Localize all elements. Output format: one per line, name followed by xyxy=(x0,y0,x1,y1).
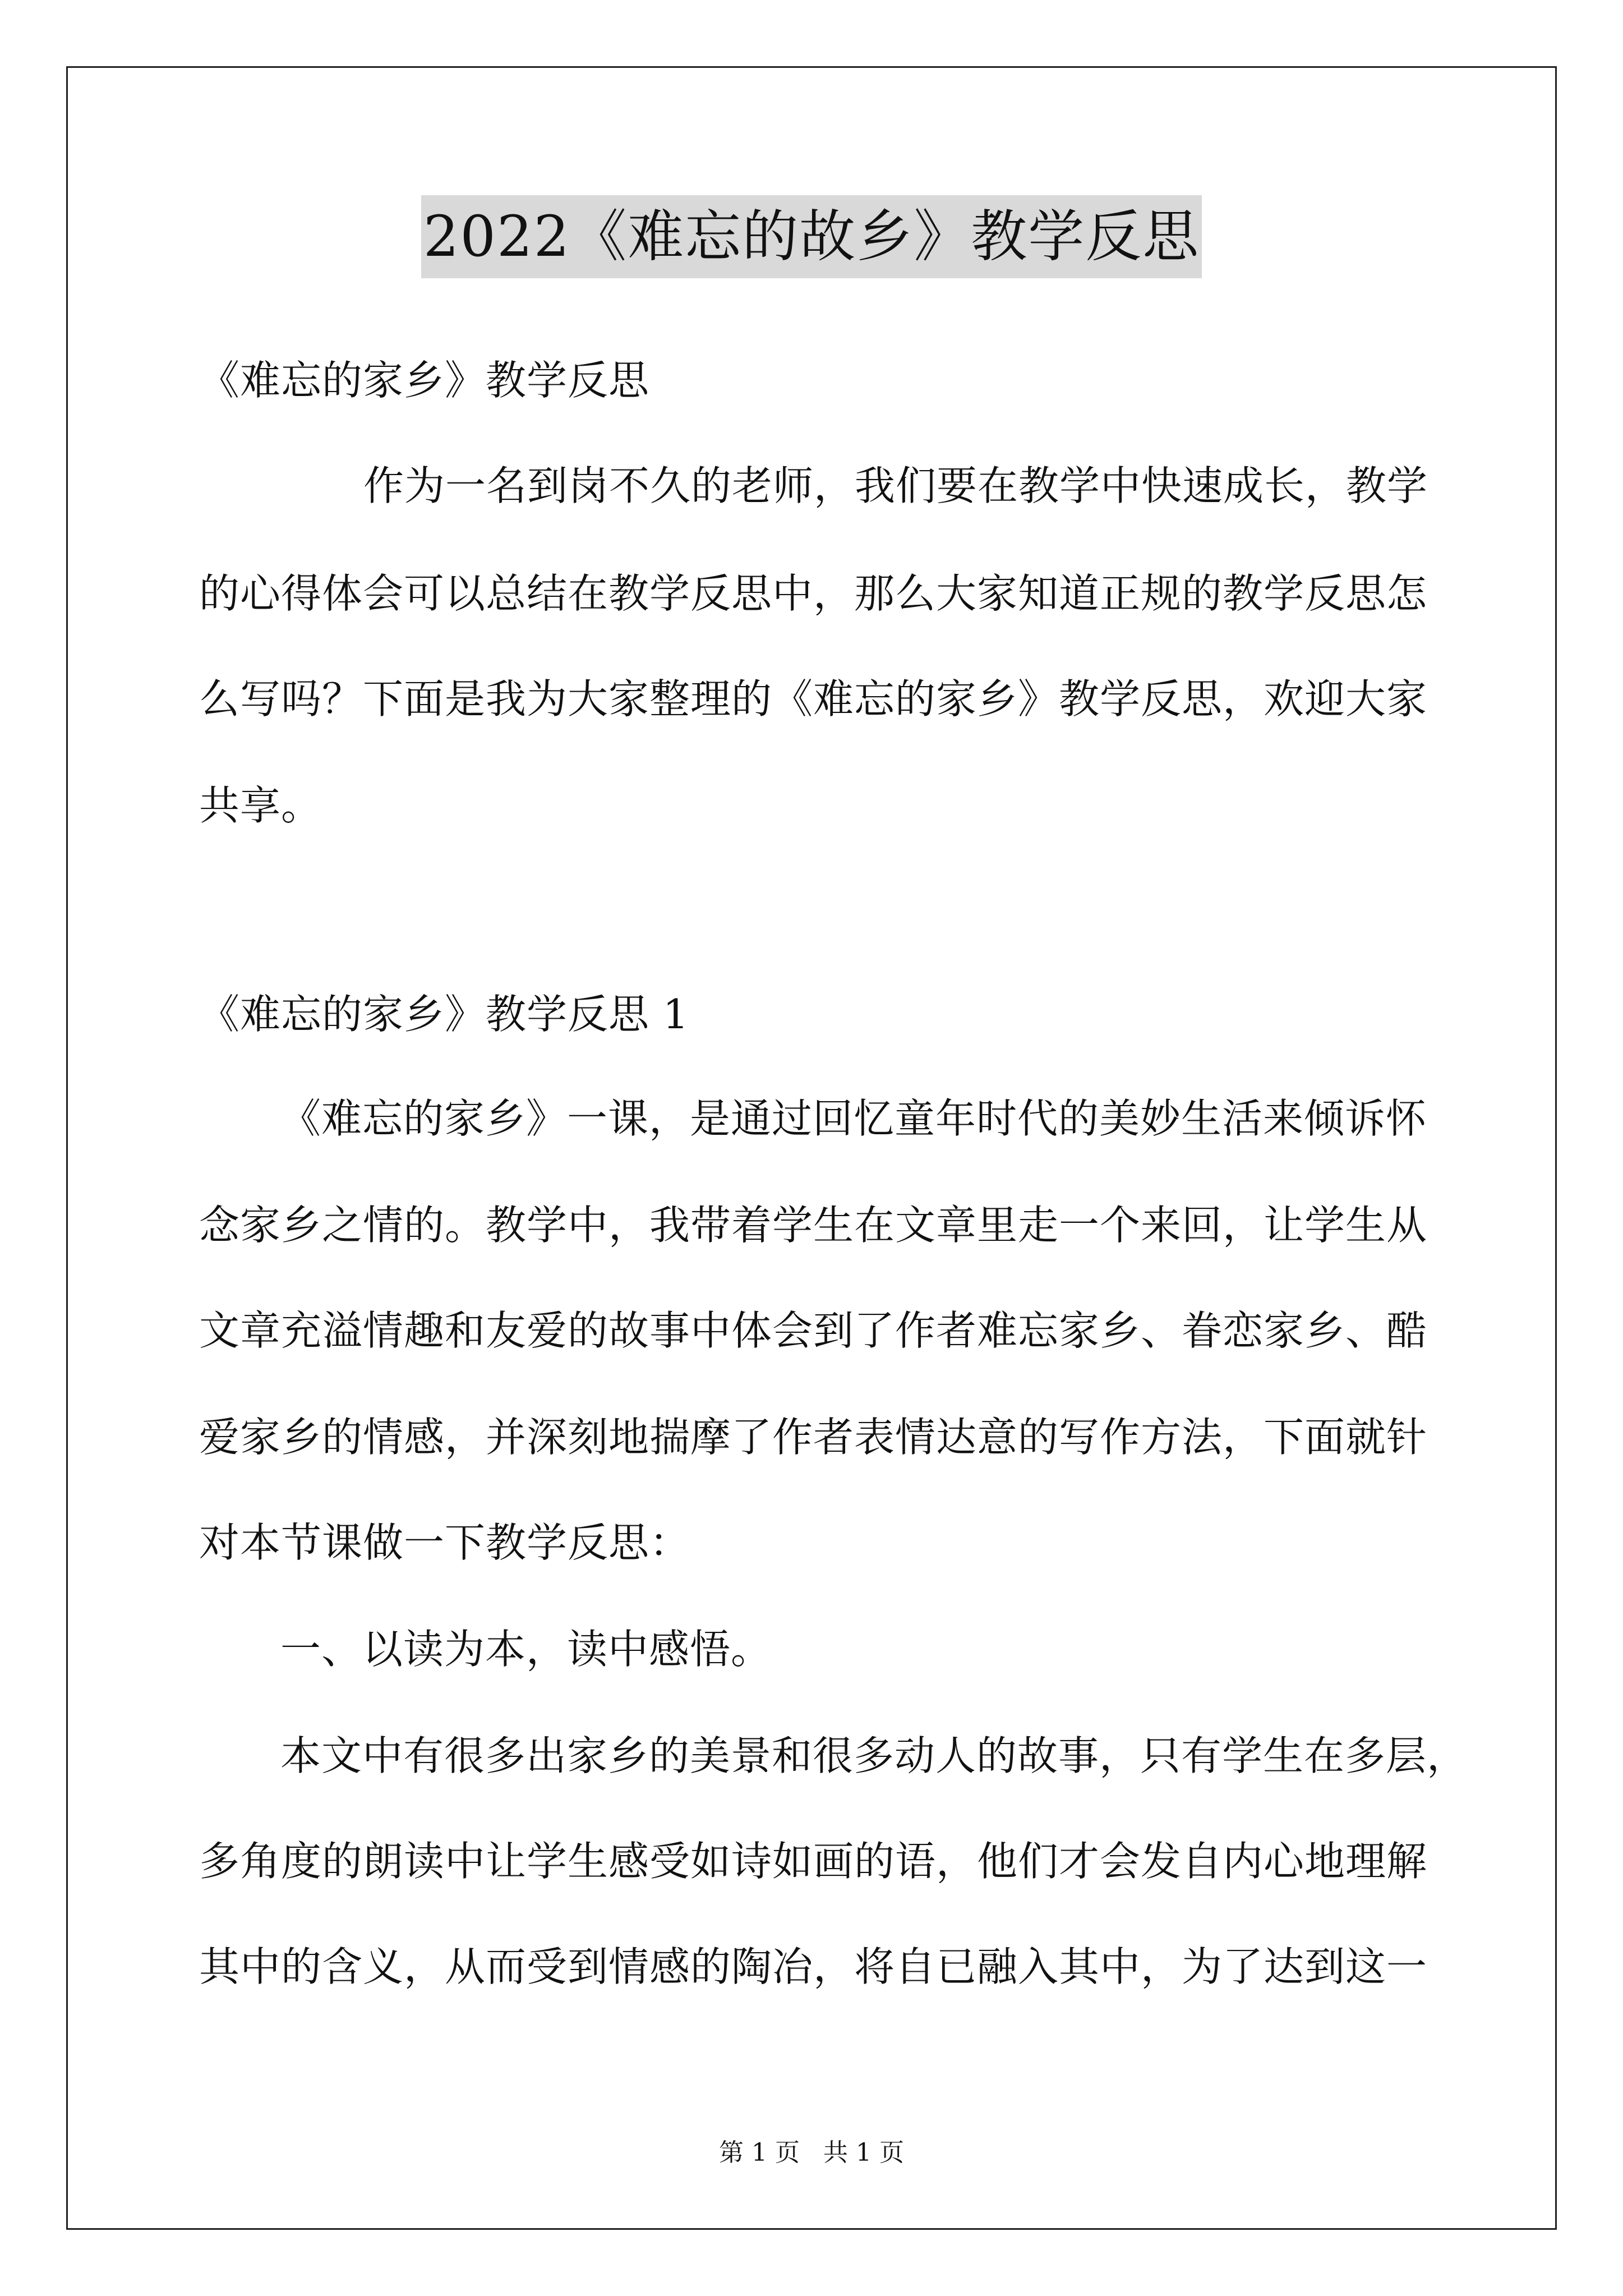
paragraph-line: 念家乡之情的。教学中，我带着学生在文章里走一个来回，让学生从 xyxy=(199,1202,1428,1249)
paragraph-line: 对本节课做一下教学反思： xyxy=(199,1519,691,1566)
subtitle: 《难忘的家乡》教学反思 xyxy=(199,357,650,404)
title-container xyxy=(0,195,1623,278)
intro-line: 共享。 xyxy=(199,782,322,829)
point-heading: 一、以读为本，读中感悟。 xyxy=(280,1626,772,1673)
paragraph-line: 其中的含义，从而受到情感的陶冶，将自已融入其中，为了达到这一 xyxy=(199,1943,1428,1990)
intro-line: 作为一名到岗不久的老师，我们要在教学中快速成长，教学 xyxy=(363,462,1428,509)
document-title: 2022《难忘的故乡》教学反思 xyxy=(421,195,1202,278)
section-heading: 《难忘的家乡》教学反思 1 xyxy=(199,991,689,1038)
intro-line: 么写吗？下面是我为大家整理的《难忘的家乡》教学反思，欢迎大家 xyxy=(199,675,1428,723)
page-footer: 第 1 页 共 1 页 xyxy=(719,2138,904,2167)
paragraph-line: 多角度的朗读中让学生感受如诗如画的语，他们才会发自内心地理解 xyxy=(199,1838,1428,1885)
paragraph-line: 文章充溢情趣和友爱的故事中体会到了作者难忘家乡、眷恋家乡、酷 xyxy=(199,1307,1428,1354)
paragraph-line: 爱家乡的情感，并深刻地揣摩了作者表情达意的写作方法，下面就针 xyxy=(199,1414,1428,1461)
paragraph-line: 《难忘的家乡》一课，是通过回忆童年时代的美妙生活来倾诉怀 xyxy=(280,1095,1427,1142)
paragraph-line: 本文中有很多出家乡的美景和很多动人的故事，只有学生在多层， xyxy=(280,1732,1468,1779)
intro-line: 的心得体会可以总结在教学反思中，那么大家知道正规的教学反思怎 xyxy=(199,570,1428,617)
